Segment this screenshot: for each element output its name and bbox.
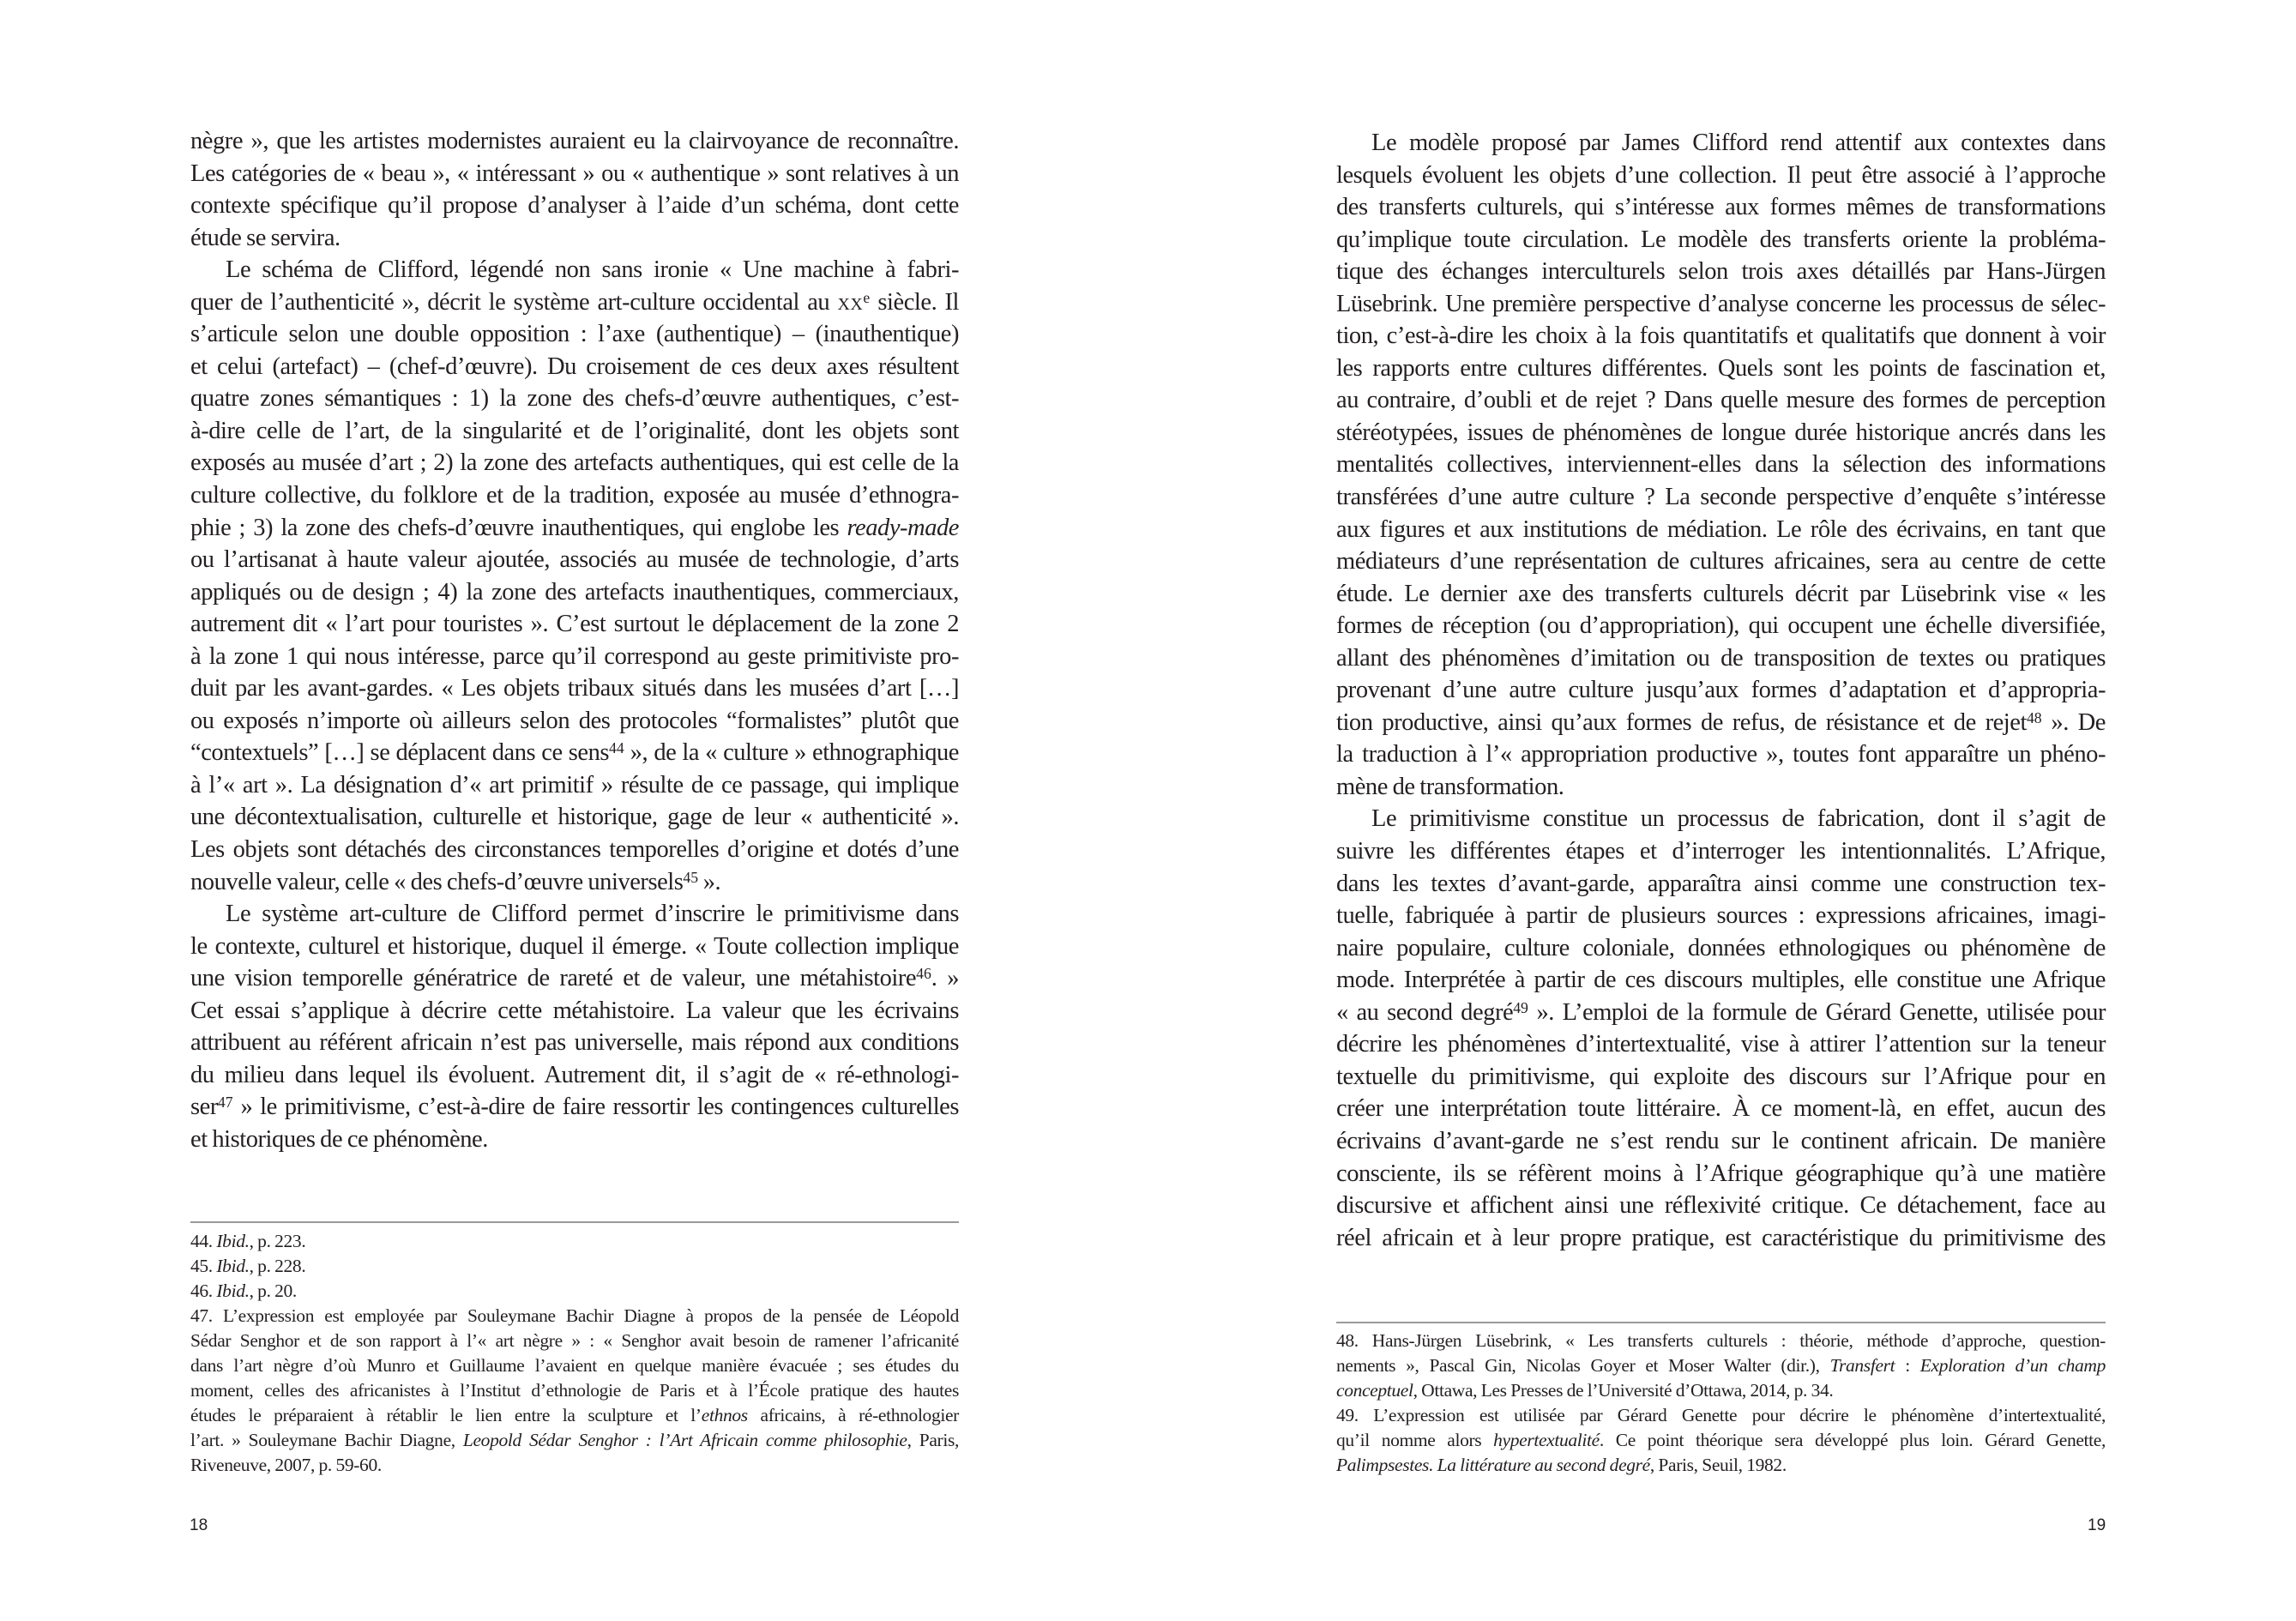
text-line: textuelle du primitivisme, qui exploite des discours sur l’Afrique pour en — [1336, 1063, 2106, 1090]
page-number: 18 — [190, 1516, 208, 1534]
italic-text: Exploration d’un champ — [1919, 1355, 2106, 1376]
footnote-line: conceptuel, Ottawa, Les Presses de l’Université d’Ottawa, 2014, p. 34. — [1336, 1380, 1834, 1401]
footnote-line: nements », Pascal Gin, Nicolas Goyer et Moser Walter (dir.), Transfert : Exploration d’un champ — [1336, 1355, 2106, 1376]
text-line: naire populaire, culture coloniale, données ethnologiques ou phénomène de — [1336, 934, 2106, 961]
text-line: tuelle, fabriquée à partir de plusieurs sources : expressions africaines, imagi- — [1336, 902, 2106, 930]
text-line: duit par les avant-gardes. « Les objets tribaux situés dans les musées d’art […] — [190, 675, 959, 702]
text-line: à la zone 1 qui nous intéresse, parce qu’il correspond au geste primitiviste pro- — [190, 642, 959, 670]
text-line: culture collective, du folklore et de la tradition, exposée au musée d’ethnogra- — [190, 482, 959, 509]
footnote-reference: 46 — [916, 965, 931, 983]
text-line: allant des phénomènes d’imitation ou de transposition de textes ou pratiques — [1336, 644, 2106, 672]
text-line: tion productive, ainsi qu’aux formes de refus, de résistance et de rejet$^{48}$ ». De — [1336, 708, 2106, 736]
main-text-column — [190, 125, 959, 1156]
footnote-reference: 45 — [683, 868, 699, 886]
footnote-line: 47. L’expression est employée par Souleymane Bachir Diagne à propos de la pensée de Léopold — [190, 1305, 959, 1326]
text-line: Le système art-culture de Clifford permet d’inscrire le primitivisme dans — [226, 901, 959, 928]
text-line: du milieu dans lequel ils évoluent. Autrement dit, il s’agit de « ré-ethnologi- — [190, 1061, 959, 1088]
footnote-line: Sédar Senghor et de son rapport à l’« art nègre » : « Senghor avait besoin de ramener l’africanité — [190, 1330, 959, 1351]
text-line: la traduction à l’« appropriation productive », toutes font apparaître un phéno- — [1336, 741, 2106, 768]
text-line: provenant d’une autre culture jusqu’aux formes d’adaptation et d’appropria- — [1336, 677, 2106, 704]
text-line: mène de transformation. — [1336, 773, 1564, 800]
footnote-line: Riveneuve, 2007, p. 59-60. — [190, 1455, 382, 1475]
text-line: mentalités collectives, interviennent-elles dans la sélection des informations — [1336, 451, 2106, 479]
main-text-column — [1336, 127, 2106, 1254]
text-line: « au second degré$^{49}$ ». L’emploi de la formule de Gérard Genette, utilisée pour — [1336, 998, 2106, 1026]
footnote-line: 49. L’expression est utilisée par Gérard Genette pour décrire le phénomène d’intertextualité, — [1336, 1405, 2106, 1425]
text-line: Lüsebrink. Une première perspective d’analyse concerne les processus de sélec- — [1336, 290, 2106, 317]
text-line: exposés au musée d’art ; 2) la zone des artefacts authentiques, qui est celle de la — [190, 449, 959, 477]
right-page — [1148, 0, 2296, 1621]
footnote-reference: 48 — [2026, 708, 2042, 726]
text-line: attribuent au référent africain n’est pas universelle, mais répond aux conditions — [190, 1029, 959, 1057]
text-line: une décontextualisation, culturelle et historique, gage de leur « authenticité ». — [190, 804, 959, 831]
italic-text: Palimpsestes. La littérature au second degré — [1336, 1455, 1650, 1475]
text-line: transférées d’une autre culture ? La seconde perspective d’enquête s’intéresse — [1336, 484, 2106, 511]
footnote-line: moment, celles des africanistes à l’Institut d’ethnologie de Paris et à l’École pratique des hautes — [190, 1380, 959, 1401]
text-line: autrement dit « l’art pour touristes ». C’est surtout le déplacement de la zone 2 — [190, 611, 959, 638]
text-line: tique des échanges interculturels selon trois axes détaillés par Hans-Jürgen — [1336, 258, 2106, 286]
italic-text: Ibid. — [216, 1231, 250, 1251]
text-line: Le primitivisme constitue un processus de fabrication, dont il s’agit de — [1371, 805, 2106, 833]
text-line: étude se servira. — [190, 224, 340, 251]
text-line: étude. Le dernier axe des transferts culturels décrit par Lüsebrink vise « les — [1336, 580, 2106, 607]
text-line: formes de réception (ou d’appropriation), qui occupent une échelle diversifiée, — [1336, 612, 2106, 640]
text-line: écrivains d’avant-garde ne s’est rendu sur le continent africain. De manière — [1336, 1127, 2106, 1154]
text-line: dans les textes d’avant-garde, apparaîtra ainsi comme une construction tex- — [1336, 870, 2106, 897]
text-line: quer de l’authenticité », décrit le système art-culture occidental au $xx^e$ siècle. Il — [190, 288, 959, 316]
italic-text: Ibid. — [216, 1281, 250, 1301]
text-line: une vision temporelle génératrice de rareté et de valeur, une métahistoire$^{46}$. » — [190, 965, 959, 992]
text-line: à l’« art ». La désignation d’« art primitif » résulte de ce passage, qui implique — [190, 771, 959, 798]
text-line: médiateurs d’une représentation de cultures africaines, sera au centre de cette — [1336, 548, 2106, 575]
text-line: consciente, ils se réfèrent moins à l’Afrique géographique qu’à une matière — [1336, 1160, 2106, 1187]
text-line: Les objets sont détachés des circonstances temporelles d’origine et dotés d’une — [190, 836, 959, 864]
text-line: et celui (artefact) – (chef-d’œuvre). Du croisement de ces deux axes résultent — [190, 353, 959, 380]
text-line: aux figures et aux institutions de médiation. Le rôle des écrivains, en tant que — [1336, 515, 2106, 543]
italic-text: hypertextualité — [1493, 1430, 1600, 1450]
text-line: créer une interprétation toute littéraire. À ce moment-là, en effet, aucun des — [1336, 1095, 2106, 1123]
text-line: quatre zones sémantiques : 1) la zone des chefs-d’œuvre authentiques, c’est- — [190, 385, 959, 413]
text-line: Les catégories de « beau », « intéressant » ou « authentique » sont relatives à un — [190, 160, 959, 187]
footnote-reference: 49 — [1513, 998, 1528, 1016]
footnote-line: 48. Hans-Jürgen Lüsebrink, « Les transferts culturels : théorie, méthode d’approche, question- — [1336, 1330, 2106, 1351]
footnote-line: dans l’art nègre d’où Munro et Guillaume l’avaient en quelque manière évacuée ; ses études du — [190, 1355, 959, 1376]
footnote-line: 46. Ibid., p. 20. — [190, 1281, 297, 1301]
text-line: contexte spécifique qu’il propose d’analyser à l’aide d’un schéma, dont cette — [190, 192, 959, 220]
footnote-line: 44. Ibid., p. 223. — [190, 1231, 306, 1251]
text-line: suivre les différentes étapes et d’interroger les intentionnalités. L’Afrique, — [1336, 838, 2106, 865]
footnote-reference: 47 — [217, 1094, 233, 1112]
footnote-separator-rule — [190, 1221, 959, 1223]
small-caps-text: xx — [837, 288, 864, 316]
text-line: des transferts culturels, qui s’intéresse aux formes mêmes de transformations — [1336, 194, 2106, 221]
page-number: 19 — [2088, 1516, 2106, 1534]
italic-text: Ibid. — [216, 1256, 250, 1276]
text-line: et historiques de ce phénomène. — [190, 1125, 488, 1153]
italic-text: Leopold Sédar Senghor : l’Art Africain comme philosophie — [462, 1430, 907, 1450]
text-line: lesquels évoluent les objets d’une collection. Il peut être associé à l’approche — [1336, 161, 2106, 189]
footnote-line: l’art. » Souleymane Bachir Diagne, Leopold Sédar Senghor : l’Art Africain comme philosophie, Paris, — [190, 1430, 959, 1450]
text-line: mode. Interprétée à partir de ces discours multiples, elle constitue une Afrique — [1336, 967, 2106, 994]
text-line: phie ; 3) la zone des chefs-d’œuvre inauthentiques, qui englobe les ready-made — [190, 514, 959, 541]
text-line: qu’implique toute circulation. Le modèle des transferts oriente la probléma- — [1336, 226, 2106, 253]
text-line: nouvelle valeur, celle « des chefs-d’œuvre universels$^{45}$ ». — [190, 868, 721, 895]
text-line: tion, c’est-à-dire les choix à la fois quantitatifs et qualitatifs que donnent à voir — [1336, 322, 2106, 350]
text-line: le contexte, culturel et historique, duquel il émerge. « Toute collection implique — [190, 932, 959, 960]
italic-text: ready-made — [847, 514, 959, 541]
footnote-line: qu’il nomme alors hypertextualité. Ce point théorique sera développé plus loin. Gérard Genette, — [1336, 1430, 2106, 1450]
text-line: “contextuels” […] se déplacent dans ce sens$^{44}$ », de la « culture » ethnographique — [190, 739, 959, 767]
italic-text: conceptuel — [1336, 1380, 1413, 1401]
text-line: nègre », que les artistes modernistes auraient eu la clairvoyance de reconnaître. — [190, 128, 959, 154]
text-line: ser$^{47}$ » le primitivisme, c’est-à-dire de faire ressortir les contingences culturelles — [190, 1094, 959, 1121]
footnote-line: 45. Ibid., p. 228. — [190, 1256, 306, 1276]
text-line: Le modèle proposé par James Clifford rend attentif aux contextes dans — [1371, 130, 2106, 156]
footnote-line: Palimpsestes. La littérature au second degré, Paris, Seuil, 1982. — [1336, 1455, 1787, 1475]
italic-text: ethnos — [701, 1405, 748, 1425]
text-line: au contraire, d’oubli et de rejet ? Dans quelle mesure des formes de perception — [1336, 387, 2106, 414]
text-line: Le schéma de Clifford, légendé non sans ironie « Une machine à fabri- — [226, 256, 959, 284]
footnote-reference: e — [863, 288, 871, 306]
italic-text: Transfert — [1829, 1355, 1895, 1376]
text-line: Cet essai s’applique à décrire cette métahistoire. La valeur que les écrivains — [190, 997, 959, 1024]
footnotes — [190, 1229, 959, 1478]
text-line: décrire les phénomènes d’intertextualité, vise à attirer l’attention sur la teneur — [1336, 1031, 2106, 1058]
footnotes — [1336, 1329, 2106, 1478]
text-line: réel africain et à leur propre pratique, est caractéristique du primitivisme des — [1336, 1224, 2106, 1251]
footnote-separator-rule — [1336, 1322, 2106, 1323]
text-line: s’articule selon une double opposition : l’axe (authentique) – (inauthentique) — [190, 321, 959, 348]
text-line: les rapports entre cultures différentes. Quels sont les points de fascination et, — [1336, 354, 2106, 382]
text-line: discursive et affichent ainsi une réflexivité critique. Ce détachement, face au — [1336, 1192, 2106, 1220]
text-line: ou exposés n’importe où ailleurs selon des protocoles “formalistes” plutôt que — [190, 707, 959, 734]
text-line: à-dire celle de l’art, de la singularité et de l’originalité, dont les objets sont — [190, 417, 959, 444]
footnote-reference: 44 — [609, 739, 624, 757]
text-line: stéréotypées, issues de phénomènes de longue durée historique ancrés dans les — [1336, 419, 2106, 446]
footnote-line: études le préparaient à rétablir le lien entre la sculpture et l’ethnos africains, à ré-ethnologier — [190, 1405, 959, 1425]
text-line: appliqués ou de design ; 4) la zone des artefacts inauthentiques, commerciaux, — [190, 578, 959, 606]
text-line: ou l’artisanat à haute valeur ajoutée, associés au musée de technologie, d’arts — [190, 546, 959, 574]
